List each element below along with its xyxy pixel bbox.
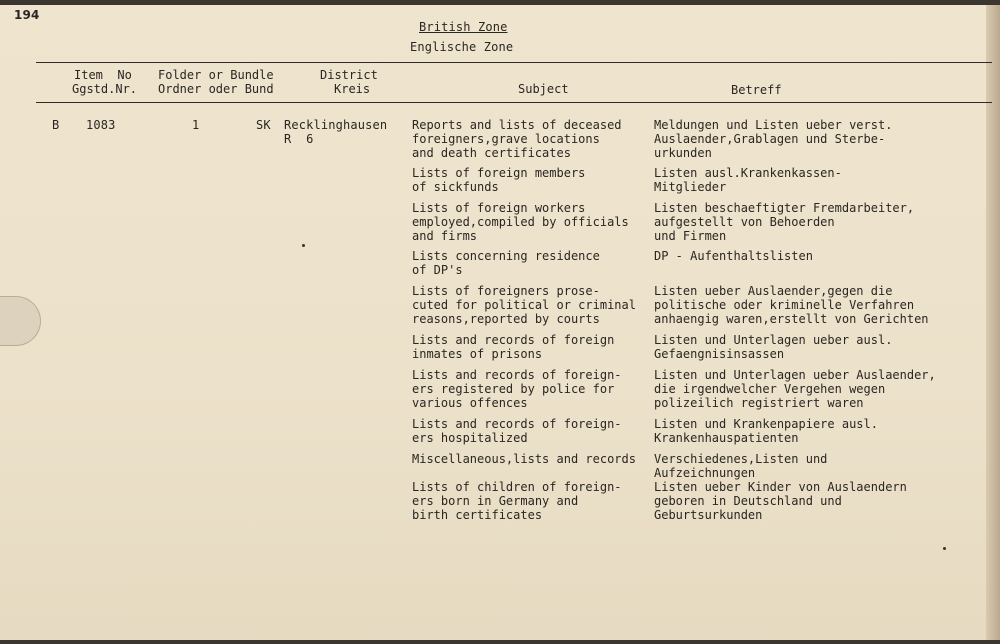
betreff-line: polizeilich registriert waren: [654, 396, 864, 410]
entry-subject: [412, 118, 622, 160]
subject-line: inmates of prisons: [412, 347, 543, 361]
entry-subject: [412, 417, 622, 445]
subject-line: various offences: [412, 396, 528, 410]
header-folder-de: Ordner oder Bund: [158, 82, 274, 96]
subject-line: and firms: [412, 229, 478, 243]
header-betreff: Betreff: [731, 83, 782, 97]
zone-subtitle: Englische Zone: [410, 40, 514, 54]
record-folder: 1: [192, 118, 200, 132]
paper-speck: [943, 547, 946, 550]
betreff-line: Listen und Unterlagen ueber ausl.: [654, 333, 893, 347]
subject-line: foreigners,grave locations: [412, 132, 600, 146]
header-item-en: Item No: [74, 68, 132, 82]
betreff-line: und Firmen: [654, 229, 727, 243]
subject-line: of DP's: [412, 263, 463, 277]
betreff-line: politische oder kriminelle Verfahren: [654, 298, 915, 312]
entry-subject: [412, 284, 636, 326]
header-subject: Subject: [518, 82, 569, 96]
subject-line: Lists and records of foreign-: [412, 368, 622, 382]
record-district-prefix: SK: [256, 118, 271, 132]
entry-betreff: [654, 480, 907, 522]
entry-betreff: [654, 118, 892, 160]
subject-line: ers born in Germany and: [412, 494, 579, 508]
subject-line: Lists of children of foreign-: [412, 480, 622, 494]
betreff-line: Listen ausl.Krankenkassen-: [654, 166, 842, 180]
entry-betreff: [654, 368, 936, 410]
entry-subject: [412, 368, 622, 410]
header-district-de: Kreis: [334, 82, 371, 96]
subject-line: Lists concerning residence: [412, 249, 600, 263]
subject-line: ers registered by police for: [412, 382, 615, 396]
subject-line: ers hospitalized: [412, 431, 528, 445]
subject-line: Lists of foreign members: [412, 166, 586, 180]
entry-subject: [412, 166, 585, 194]
record-letter: B: [52, 118, 60, 132]
subject-line: birth certificates: [412, 508, 543, 522]
betreff-line: anhaengig waren,erstellt von Gerichten: [654, 312, 929, 326]
page-edge: [986, 0, 1000, 644]
entry-betreff: [654, 284, 929, 326]
subject-line: and death certificates: [412, 146, 571, 160]
subject-line: employed,compiled by officials: [412, 215, 629, 229]
header-folder-en: Folder or Bundle: [158, 68, 274, 82]
subject-line: Reports and lists of deceased: [412, 118, 622, 132]
betreff-line: Krankenhauspatienten: [654, 431, 799, 445]
subject-line: Lists and records of foreign: [412, 333, 615, 347]
betreff-line: Listen und Krankenpapiere ausl.: [654, 417, 878, 431]
betreff-line: die irgendwelcher Vergehen wegen: [654, 382, 886, 396]
entry-subject: [412, 452, 636, 466]
subject-line: cuted for political or criminal: [412, 298, 636, 312]
betreff-line: Listen und Unterlagen ueber Auslaender,: [654, 368, 936, 382]
record-district-code: R 6: [284, 132, 314, 146]
entry-subject: [412, 333, 614, 361]
header-bottom-rule: [36, 102, 992, 103]
entry-betreff: [654, 166, 842, 194]
page-number: 194: [14, 8, 40, 22]
header-district-en: District: [320, 68, 378, 82]
zone-title: British Zone: [419, 20, 508, 34]
record-item-no: 1083: [86, 118, 116, 132]
bottom-border: [0, 640, 1000, 644]
entry-betreff: [654, 417, 878, 445]
betreff-line: Meldungen und Listen ueber verst.: [654, 118, 893, 132]
subject-line: reasons,reported by courts: [412, 312, 600, 326]
betreff-line: Listen beschaeftigter Fremdarbeiter,: [654, 201, 915, 215]
betreff-line: Listen ueber Kinder von Auslaendern: [654, 480, 907, 494]
betreff-line: Aufzeichnungen: [654, 466, 756, 480]
subject-line: of sickfunds: [412, 180, 499, 194]
header-top-rule: [36, 62, 992, 63]
betreff-line: Verschiedenes,Listen und: [654, 452, 828, 466]
entry-betreff: [654, 333, 892, 361]
entry-subject: [412, 249, 600, 277]
betreff-line: Auslaender,Grablagen und Sterbe-: [654, 132, 886, 146]
paper-speck: [302, 244, 305, 247]
betreff-line: Gefaengnisinsassen: [654, 347, 785, 361]
betreff-line: Geburtsurkunden: [654, 508, 763, 522]
entry-betreff: [654, 249, 813, 263]
entry-betreff: [654, 201, 914, 243]
subject-line: Lists and records of foreign-: [412, 417, 622, 431]
entry-subject: [412, 201, 629, 243]
record-district-name: Recklinghausen: [284, 118, 388, 132]
subject-line: Lists of foreigners prose-: [412, 284, 600, 298]
betreff-line: Mitglieder: [654, 180, 727, 194]
header-item-de: Ggstd.Nr.: [72, 82, 138, 96]
betreff-line: Listen ueber Auslaender,gegen die: [654, 284, 893, 298]
betreff-line: aufgestellt von Behoerden: [654, 215, 835, 229]
betreff-line: DP - Aufenthaltslisten: [654, 249, 813, 263]
betreff-line: geboren in Deutschland und: [654, 494, 842, 508]
entry-subject: [412, 480, 622, 522]
top-border: [0, 0, 1000, 5]
entry-betreff: [654, 452, 827, 480]
subject-line: Lists of foreign workers: [412, 201, 586, 215]
subject-line: Miscellaneous,lists and records: [412, 452, 636, 466]
betreff-line: urkunden: [654, 146, 712, 160]
